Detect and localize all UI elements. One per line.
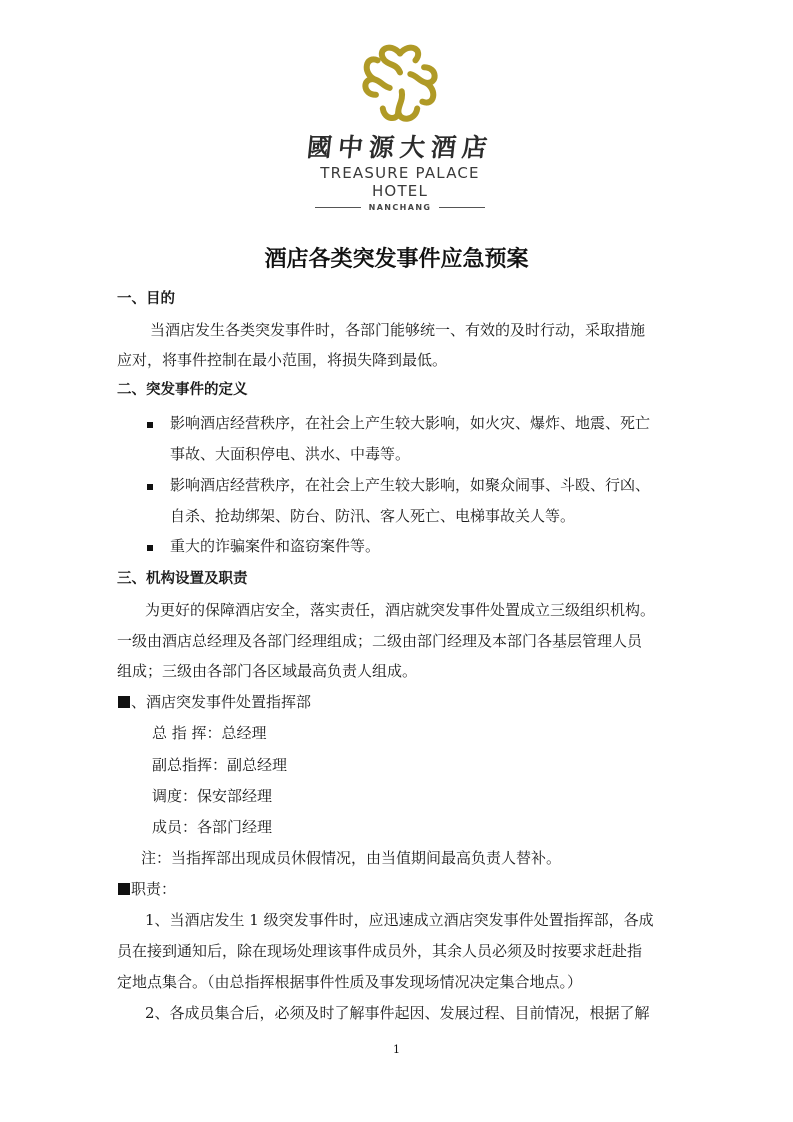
hotel-logo — [290, 38, 510, 212]
bullet-icon — [147, 484, 153, 490]
duty-line: 2、各成员集合后，必须及时了解事件起因、发展过程、目前情况，根据了解 — [145, 1004, 650, 1022]
square-bullet-icon — [118, 883, 130, 895]
duty-line: 1、当酒店发生 1 级突发事件时，应迅速成立酒店突发事件处置指挥部，各成 — [145, 911, 654, 929]
duties-heading — [118, 879, 176, 899]
hotel-name-chinese: 國中源大酒店 — [305, 133, 495, 162]
bullet-icon — [147, 545, 153, 551]
document-title: 酒店各类突发事件应急预案 — [264, 247, 529, 272]
paragraph-line: 为更好的保障酒店安全，落实责任，酒店就突发事件处置成立三级组织机构。 — [145, 601, 656, 619]
bullet-line: 事故、大面积停电、洪水、中毒等。 — [170, 445, 411, 463]
paragraph-line: 一级由酒店总经理及各部门经理组成；二级由部门经理及本部门各基层管理人员 — [117, 632, 643, 650]
divider-right — [439, 207, 485, 208]
command-heading-text: 、酒店突发事件处置指挥部 — [131, 693, 312, 711]
bullet-line: 重大的诈骗案件和盗窃案件等。 — [170, 537, 381, 555]
square-bullet-icon — [118, 696, 130, 708]
divider-left — [315, 207, 361, 208]
bullet-line: 自杀、抢劫绑架、防台、防汛、客人死亡、电梯事故关人等。 — [170, 507, 576, 525]
section-heading-purpose: 一、目的 — [117, 291, 175, 307]
role-line: 总 指 挥：总经理 — [152, 724, 267, 742]
note-line: 注：当指挥部出现成员休假情况，由当值期间最高负责人替补。 — [141, 849, 562, 867]
knot-flower-logo-icon — [357, 38, 443, 124]
bullet-line: 影响酒店经营秩序，在社会上产生较大影响，如火灾、爆炸、地震、死亡 — [170, 414, 651, 432]
page-number: 1 — [393, 1043, 400, 1056]
hotel-name-english: TREASURE PALACE HOTEL — [320, 164, 480, 200]
duty-line: 员在接到通知后，除在现场处理该事件成员外，其余人员必须及时按要求赶赴指 — [117, 942, 643, 960]
command-heading — [118, 692, 311, 712]
bullet-icon — [147, 422, 153, 428]
role-line: 副总指挥：副总经理 — [152, 756, 288, 774]
bullet-line: 影响酒店经营秩序，在社会上产生较大影响，如聚众闹事、斗殴、行凶、 — [170, 476, 651, 494]
paragraph-line: 组成；三级由各部门各区域最高负责人组成。 — [117, 662, 418, 680]
duties-heading-text: 职责： — [131, 880, 177, 898]
section-heading-definition: 二、突发事件的定义 — [117, 382, 248, 398]
role-line: 成员：各部门经理 — [152, 818, 273, 836]
duty-line: 定地点集合。（由总指挥根据事件性质及事发现场情况决定集合地点。） — [117, 973, 583, 991]
hotel-city-line — [290, 203, 510, 212]
role-line: 调度：保安部经理 — [152, 787, 273, 805]
hotel-city: NANCHANG — [368, 203, 432, 212]
paragraph-line: 当酒店发生各类突发事件时，各部门能够统一、有效的及时行动，采取措施 — [150, 321, 646, 339]
section-heading-organization: 三、机构设置及职责 — [117, 571, 248, 587]
paragraph-line: 应对，将事件控制在最小范围，将损失降到最低。 — [117, 351, 448, 369]
